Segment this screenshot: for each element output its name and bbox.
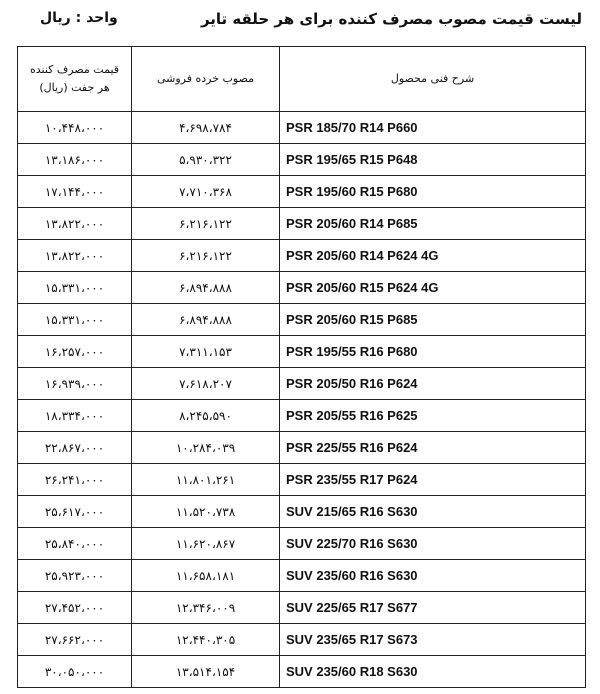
table-row <box>18 560 586 592</box>
consumer-price-cell: ۲۲،۸۶۷،۰۰۰ <box>18 432 132 464</box>
table-row <box>18 304 586 336</box>
retail-price-cell: ۱۲،۴۴۰،۳۰۵ <box>132 624 280 656</box>
retail-price-cell: ۶،۸۹۴،۸۸۸ <box>132 304 280 336</box>
retail-price-cell: ۶،۲۱۶،۱۲۲ <box>132 208 280 240</box>
product-description-cell: PSR 205/60 R15 P685 <box>280 304 586 336</box>
table-row <box>18 176 586 208</box>
retail-price-cell: ۵،۹۳۰،۳۲۲ <box>132 144 280 176</box>
column-header-consumer-price <box>18 47 132 112</box>
product-description-cell: PSR 205/60 R14 P685 <box>280 208 586 240</box>
retail-price-cell: ۱۲،۳۴۶،۰۰۹ <box>132 592 280 624</box>
retail-price-cell: ۶،۸۹۴،۸۸۸ <box>132 272 280 304</box>
retail-price-cell: ۷،۷۱۰،۳۶۸ <box>132 176 280 208</box>
product-description-cell: SUV 225/70 R16 S630 <box>280 528 586 560</box>
product-description-cell: SUV 235/60 R18 S630 <box>280 656 586 688</box>
table-row <box>18 368 586 400</box>
retail-price-cell: ۱۳،۵۱۴،۱۵۴ <box>132 656 280 688</box>
product-description-cell: SUV 225/65 R17 S677 <box>280 592 586 624</box>
product-description-cell: PSR 205/55 R16 P625 <box>280 400 586 432</box>
retail-price-cell: ۱۱،۶۲۰،۸۶۷ <box>132 528 280 560</box>
table-row <box>18 656 586 688</box>
table-row <box>18 112 586 144</box>
consumer-price-cell: ۲۷،۴۵۲،۰۰۰ <box>18 592 132 624</box>
consumer-price-cell: ۱۳،۸۲۲،۰۰۰ <box>18 240 132 272</box>
retail-price-cell: ۸،۲۴۵،۵۹۰ <box>132 400 280 432</box>
consumer-price-cell: ۲۶،۲۴۱،۰۰۰ <box>18 464 132 496</box>
consumer-price-header-line2: هر جفت (ریال) <box>39 81 110 94</box>
product-description-cell: SUV 235/60 R16 S630 <box>280 560 586 592</box>
page-title: لیست قیمت مصوب مصرف کننده برای هر حلقه تایر <box>200 10 582 28</box>
table-row <box>18 336 586 368</box>
product-description-cell: PSR 205/50 R16 P624 <box>280 368 586 400</box>
product-description-cell: PSR 235/55 R17 P624 <box>280 464 586 496</box>
column-header-retail-price: مصوب خرده فروشی <box>132 47 280 112</box>
table-row <box>18 208 586 240</box>
product-description-cell: PSR 185/70 R14 P660 <box>280 112 586 144</box>
table-header-row <box>18 47 586 112</box>
product-description-cell: SUV 235/65 R17 S673 <box>280 624 586 656</box>
table-row <box>18 240 586 272</box>
product-description-cell: PSR 205/60 R15 P624 4G <box>280 272 586 304</box>
table-row <box>18 624 586 656</box>
product-description-cell: SUV 215/65 R16 S630 <box>280 496 586 528</box>
retail-price-cell: ۱۱،۶۵۸،۱۸۱ <box>132 560 280 592</box>
consumer-price-cell: ۳۰،۰۵۰،۰۰۰ <box>18 656 132 688</box>
table-row <box>18 592 586 624</box>
retail-price-cell: ۱۰،۲۸۴،۰۳۹ <box>132 432 280 464</box>
product-description-cell: PSR 205/60 R14 P624 4G <box>280 240 586 272</box>
unit-label: واحد : ریال <box>40 10 118 26</box>
consumer-price-cell: ۱۰،۴۴۸،۰۰۰ <box>18 112 132 144</box>
product-description-cell: PSR 225/55 R16 P624 <box>280 432 586 464</box>
consumer-price-cell: ۱۶،۹۳۹،۰۰۰ <box>18 368 132 400</box>
consumer-price-cell: ۱۵،۳۳۱،۰۰۰ <box>18 272 132 304</box>
price-table <box>17 46 586 688</box>
consumer-price-cell: ۱۷،۱۴۴،۰۰۰ <box>18 176 132 208</box>
product-description-cell: PSR 195/55 R16 P680 <box>280 336 586 368</box>
consumer-price-cell: ۲۵،۸۴۰،۰۰۰ <box>18 528 132 560</box>
product-description-cell: PSR 195/60 R15 P680 <box>280 176 586 208</box>
consumer-price-cell: ۱۵،۳۳۱،۰۰۰ <box>18 304 132 336</box>
retail-price-cell: ۴،۶۹۸،۷۸۴ <box>132 112 280 144</box>
table-row <box>18 144 586 176</box>
retail-price-cell: ۱۱،۵۲۰،۷۳۸ <box>132 496 280 528</box>
table-row <box>18 496 586 528</box>
consumer-price-cell: ۲۵،۶۱۷،۰۰۰ <box>18 496 132 528</box>
consumer-price-cell: ۱۳،۸۲۲،۰۰۰ <box>18 208 132 240</box>
retail-price-cell: ۱۱،۸۰۱،۲۶۱ <box>132 464 280 496</box>
retail-price-cell: ۷،۶۱۸،۲۰۷ <box>132 368 280 400</box>
retail-price-cell: ۷،۳۱۱،۱۵۳ <box>132 336 280 368</box>
table-row <box>18 400 586 432</box>
consumer-price-cell: ۲۵،۹۲۳،۰۰۰ <box>18 560 132 592</box>
consumer-price-cell: ۱۸،۳۳۴،۰۰۰ <box>18 400 132 432</box>
consumer-price-cell: ۲۷،۶۶۲،۰۰۰ <box>18 624 132 656</box>
consumer-price-cell: ۱۶،۲۵۷،۰۰۰ <box>18 336 132 368</box>
retail-price-cell: ۶،۲۱۶،۱۲۲ <box>132 240 280 272</box>
column-header-description: شرح فنی محصول <box>280 47 586 112</box>
product-description-cell: PSR 195/65 R15 P648 <box>280 144 586 176</box>
consumer-price-header-line1: قیمت مصرف کننده <box>29 63 120 77</box>
table-row <box>18 432 586 464</box>
table-row <box>18 528 586 560</box>
table-row <box>18 272 586 304</box>
consumer-price-cell: ۱۳،۱۸۶،۰۰۰ <box>18 144 132 176</box>
table-row <box>18 464 586 496</box>
